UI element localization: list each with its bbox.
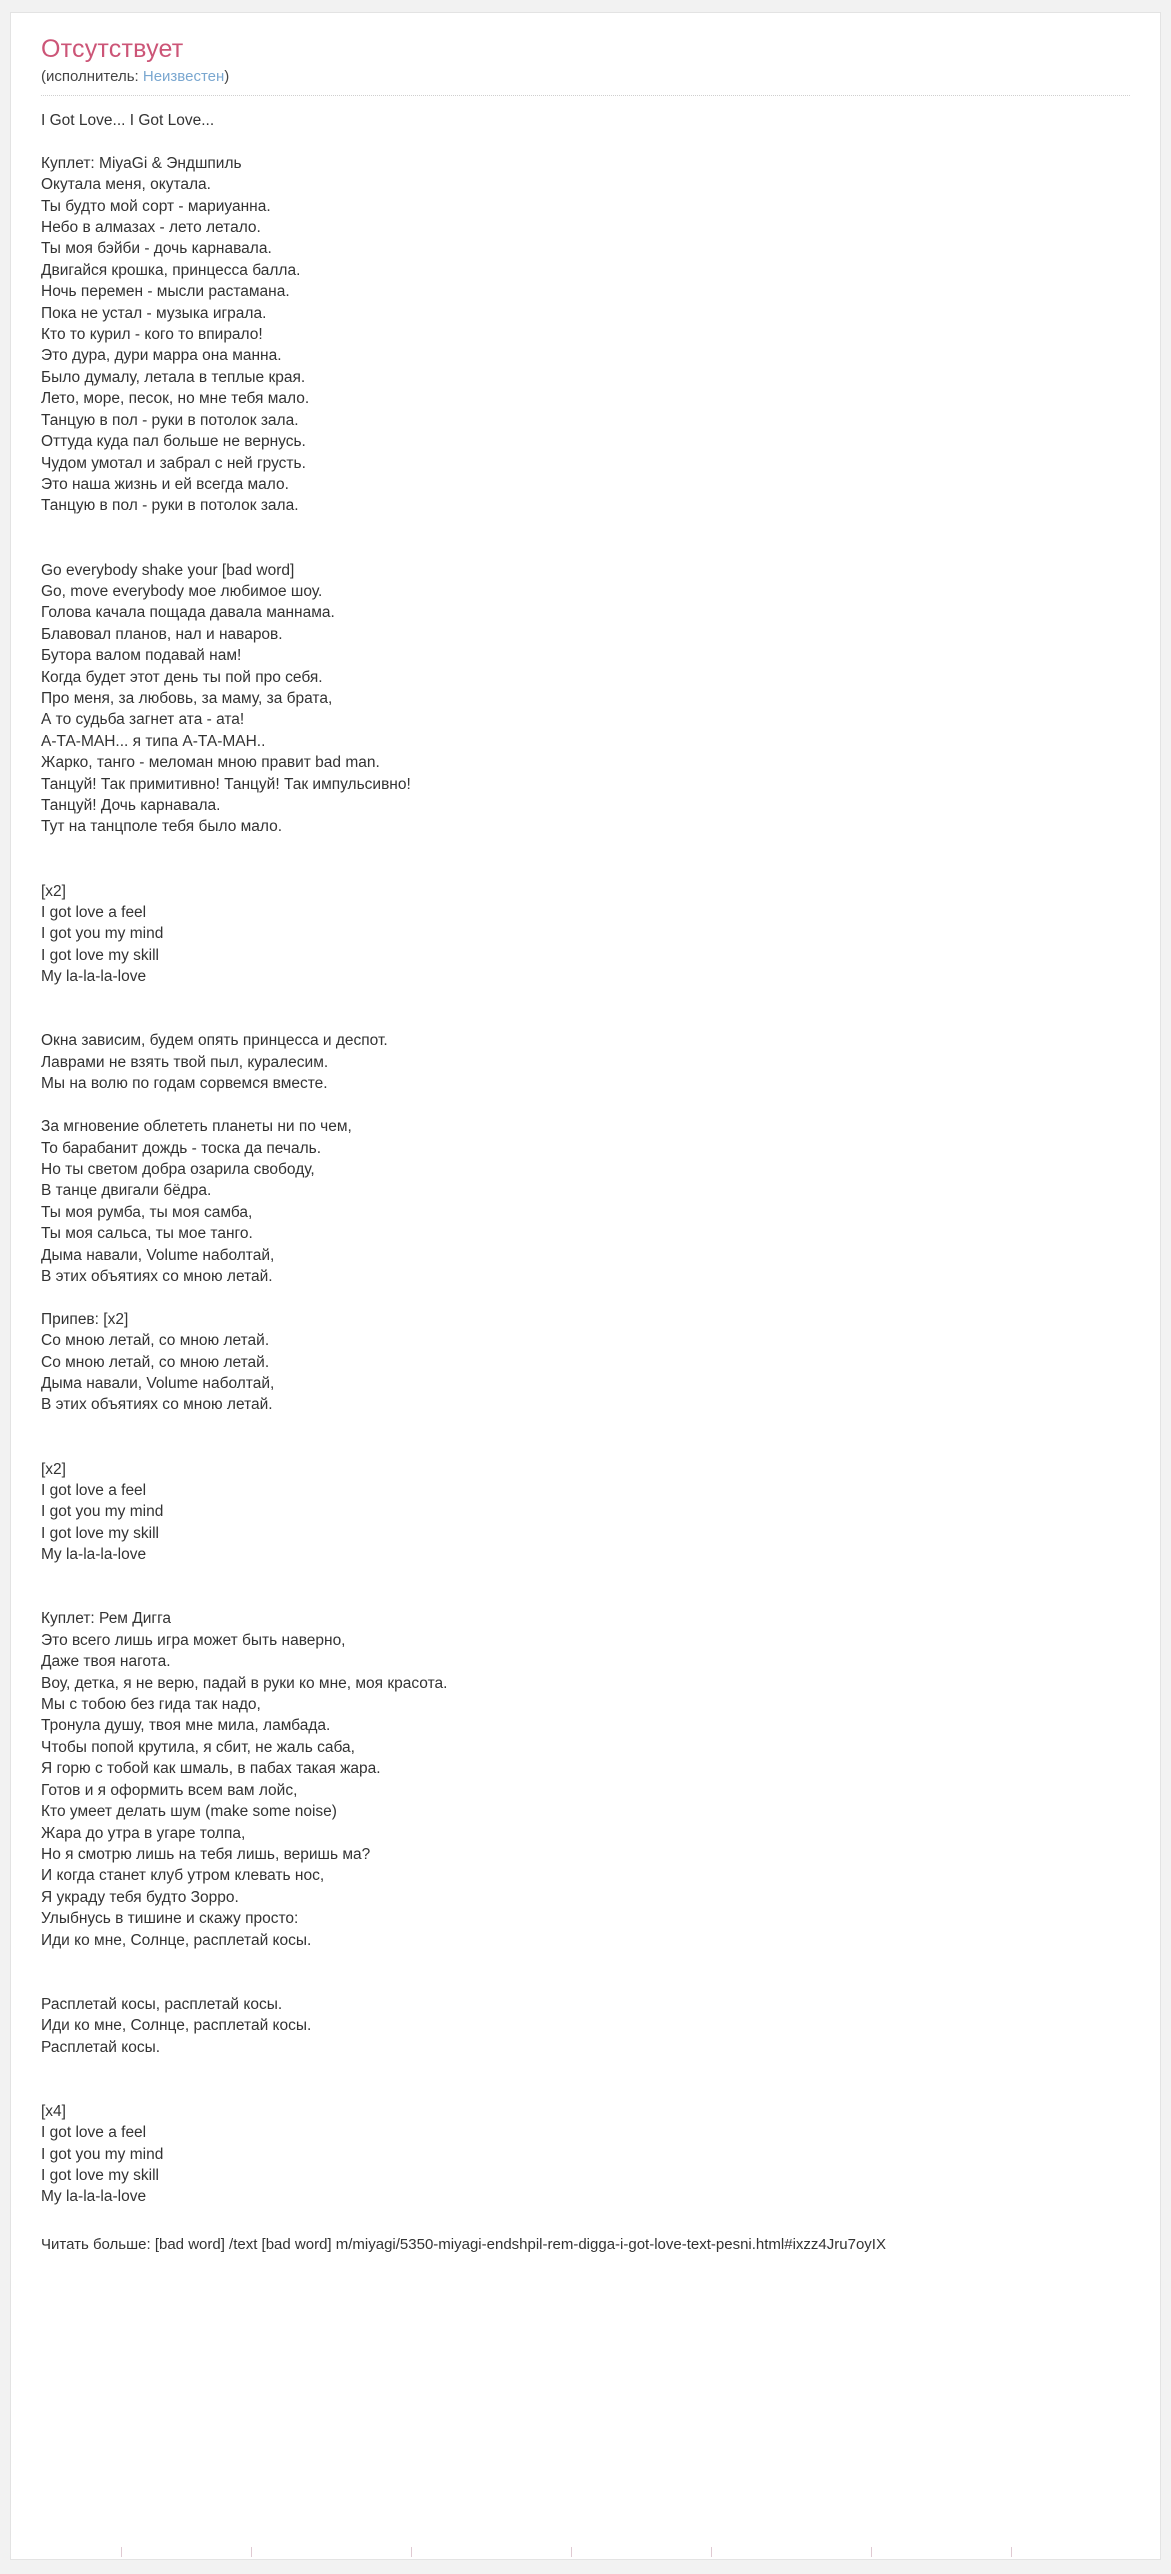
page-title: Отсутствует (41, 35, 184, 63)
lyrics-sheet (10, 12, 1161, 2560)
performer-line (41, 68, 1130, 96)
lyrics-text: I Got Love... I Got Love... Куплет: MiyaGi & Эндшпиль Окутала меня, окутала. Ты будто мой сорт - мариуанна. Небо в алмазах - лето летало. Ты моя бэйби - дочь карнавала. Двигайся крошка, принцесса балла. Ночь перемен - мысли растамана. Пока не устал - музыка играла. Кто то курил - кого то впирало! Это дура, дури марра она манна. Было думалу, летала в теплые края. Лето, море, песок, но мне тебя мало. Танцую в пол - руки в потолок зала. Оттуда куда пал больше не вернусь. Чудом умотал и забрал с ней грусть. Это наша жизнь и ей всегда мало. Танцую в пол - руки в потолок зала. Go everybody shake your [bad word] Go, move everybody мое любимое шоу. Голова качала пощада давала маннама. Блавовал планов, нал и наваров. Бутора валом подавай нам! Когда будет этот день ты пой про себя. Про меня, за любовь, за маму, за брата, А то судьба загнет ата - ата! А-ТА-МАН... я типа А-ТА-МАН.. Жарко, танго - меломан мною правит bad man. Танцуй! Так примитивно! Танцуй! Так импульсивно! Танцуй! Дочь карнавала. Тут на танцполе тебя было мало. [x2] I got love a feel I got you my mind I got love my skill My la-la-la-love Окна зависим, будем опять принцесса и деспот. Лаврами не взять твой пыл, куралесим. Мы на волю по годам сорвемся вместе. За мгновение облететь планеты ни по чем, То барабанит дождь - тоска да печаль. Но ты светом добра озарила свободу, В танце двигали бёдра. Ты моя румба, ты моя самба, Ты моя сальса, ты мое танго. Дыма навали, Volume наболтай, В этих объятиях со мною летай. Припев: [x2] Со мною летай, со мною летай. Со мною летай, со мною летай. Дыма навали, Volume наболтай, В этих объятиях со мною летай. [x2] I got love a feel I got you my mind I got love my skill My la-la-la-love Куплет: Рем Дигга Это всего лишь игра может быть наверно, Даже твоя нагота. Воу, детка, я не верю, падай в руки ко мне, моя красота. Мы с тобою без гида так надо, Тронула душу, твоя мне мила, ламбада. Чтобы попой крутила, я сбит, не жаль саба, Я горю с тобой как шмаль, в пабах такая жара. Готов и я оформить всем вам лойс, Кто умеет делать шум (make some noise) Жара до утра в угаре толпа, Но я смотрю лишь на тебя лишь, веришь ма? И когда станет клуб утром клевать нос, Я украду тебя будто Зорро. Улыбнусь в тишине и скажу просто: Иди ко мне, Солнце, расплетай косы. Расплетай косы, расплетай косы. Иди ко мне, Солнце, расплетай косы. Расплетай косы. [x4] I got love a feel I got you my mind I got love my skill My la-la-la-love (41, 112, 448, 2206)
performer-prefix: (исполнитель: (41, 68, 143, 85)
footer-tick-marks (11, 2545, 1160, 2557)
performer-suffix: ) (224, 68, 230, 85)
read-more-line (41, 2234, 1130, 2256)
read-more-link[interactable]: [bad word] /text [bad word] m/miyagi/5350-miyagi-endshpil-rem-digga-i-got-love-text-pesni.html#ixzz4Jru7oyIX (154, 2235, 886, 2253)
performer-link[interactable]: Неизвестен (142, 68, 225, 85)
read-more-label: Читать больше: (41, 2235, 155, 2253)
